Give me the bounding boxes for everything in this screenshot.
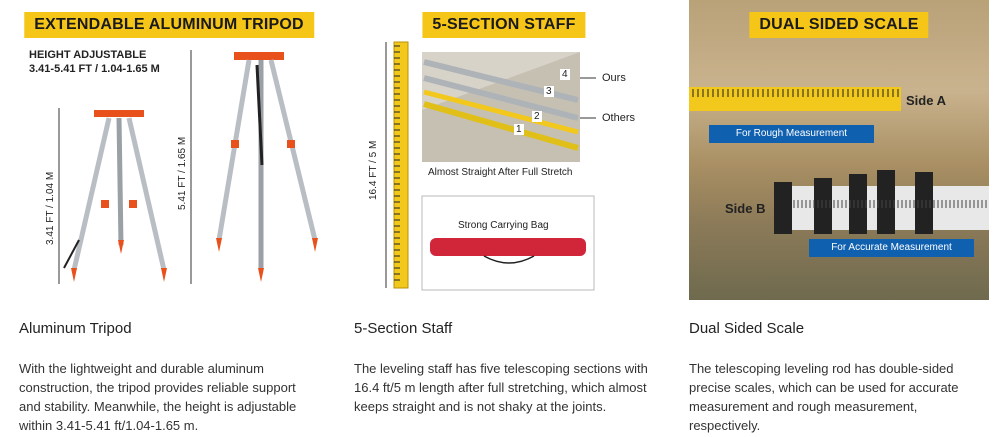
short-tripod-foot — [71, 268, 77, 282]
product-card-staff — [354, 0, 654, 437]
side-a-rod — [689, 87, 901, 111]
product-card-scale — [689, 0, 989, 437]
staff-image — [354, 0, 654, 300]
side-a-label: Side A — [906, 93, 946, 108]
rod-clamp — [774, 182, 792, 234]
scale-description: The telescoping leveling rod has double-sided precise scales, which can be used for accurate measurement and rough measurement, respectively. — [689, 361, 959, 433]
ours-label: Ours — [602, 72, 626, 84]
tall-tripod-clamp — [287, 140, 295, 148]
tripod-title: Aluminum Tripod — [19, 320, 132, 337]
accurate-measurement-tag: For Accurate Measurement — [809, 239, 974, 257]
rod-mark-1: 1 — [516, 124, 522, 135]
short-tripod-leg — [74, 118, 109, 270]
staff-banner: 5-SECTION STAFF — [422, 12, 585, 38]
tall-tripod-leg — [271, 60, 315, 240]
others-label: Others — [602, 112, 636, 124]
tall-tripod-foot — [312, 238, 318, 252]
staff-illustration — [354, 0, 654, 300]
tripod-illustration — [19, 0, 319, 300]
rod-clamp — [814, 178, 832, 234]
scale-banner: DUAL SIDED SCALE — [749, 12, 928, 38]
tall-tripod-foot — [258, 268, 264, 282]
tripod-image — [19, 0, 319, 300]
tall-tripod-clamp — [231, 140, 239, 148]
rod-mark-2: 2 — [534, 111, 540, 122]
carrying-bag — [430, 238, 586, 256]
tall-tripod-foot — [216, 238, 222, 252]
staff-length-label: 16.4 FT / 5 M — [368, 140, 379, 200]
short-tripod-clamp — [101, 200, 109, 208]
bag-label: Strong Carrying Bag — [458, 220, 549, 231]
tripod-description: With the lightweight and durable aluminum construction, the tripod provides reliable support and stability. Meanwhile, the height is adjustable within 3.41-5.41 ft/1.04-1.65 m. — [19, 361, 297, 433]
short-tripod-clamp — [129, 200, 137, 208]
short-height-label: 3.41 FT / 1.04 M — [45, 171, 56, 245]
tall-tripod-head — [234, 52, 284, 60]
short-tripod-foot — [161, 268, 167, 282]
short-tripod-leg — [129, 118, 164, 270]
tall-height-label: 5.41 FT / 1.65 M — [177, 136, 188, 210]
rod-mark-4: 4 — [562, 69, 568, 80]
scale-image — [689, 0, 989, 300]
short-tripod-head — [94, 110, 144, 117]
short-tripod-leg — [119, 118, 121, 245]
staff-description: The leveling staff has five telescoping sections with 16.4 ft/5 m length after full stretching, which almost keeps straight and is not shaky at the joints. — [354, 361, 648, 414]
straight-caption: Almost Straight After Full Stretch — [428, 167, 573, 178]
tall-tripod-leg — [219, 60, 249, 240]
bag-strap — [484, 256, 534, 263]
product-card-tripod — [19, 0, 319, 437]
short-tripod-foot — [118, 240, 124, 254]
height-note-range: 3.41-5.41 FT / 1.04-1.65 M — [29, 63, 160, 75]
height-note-title: HEIGHT ADJUSTABLE — [29, 49, 147, 61]
scale-title: Dual Sided Scale — [689, 320, 805, 337]
staff-title: 5-Section Staff — [354, 320, 453, 337]
rough-measurement-tag: For Rough Measurement — [709, 125, 874, 143]
rod-mark-3: 3 — [546, 86, 552, 97]
side-b-label: Side B — [725, 201, 766, 216]
vertical-staff — [394, 42, 408, 288]
tripod-banner: EXTENDABLE ALUMINUM TRIPOD — [24, 12, 314, 38]
